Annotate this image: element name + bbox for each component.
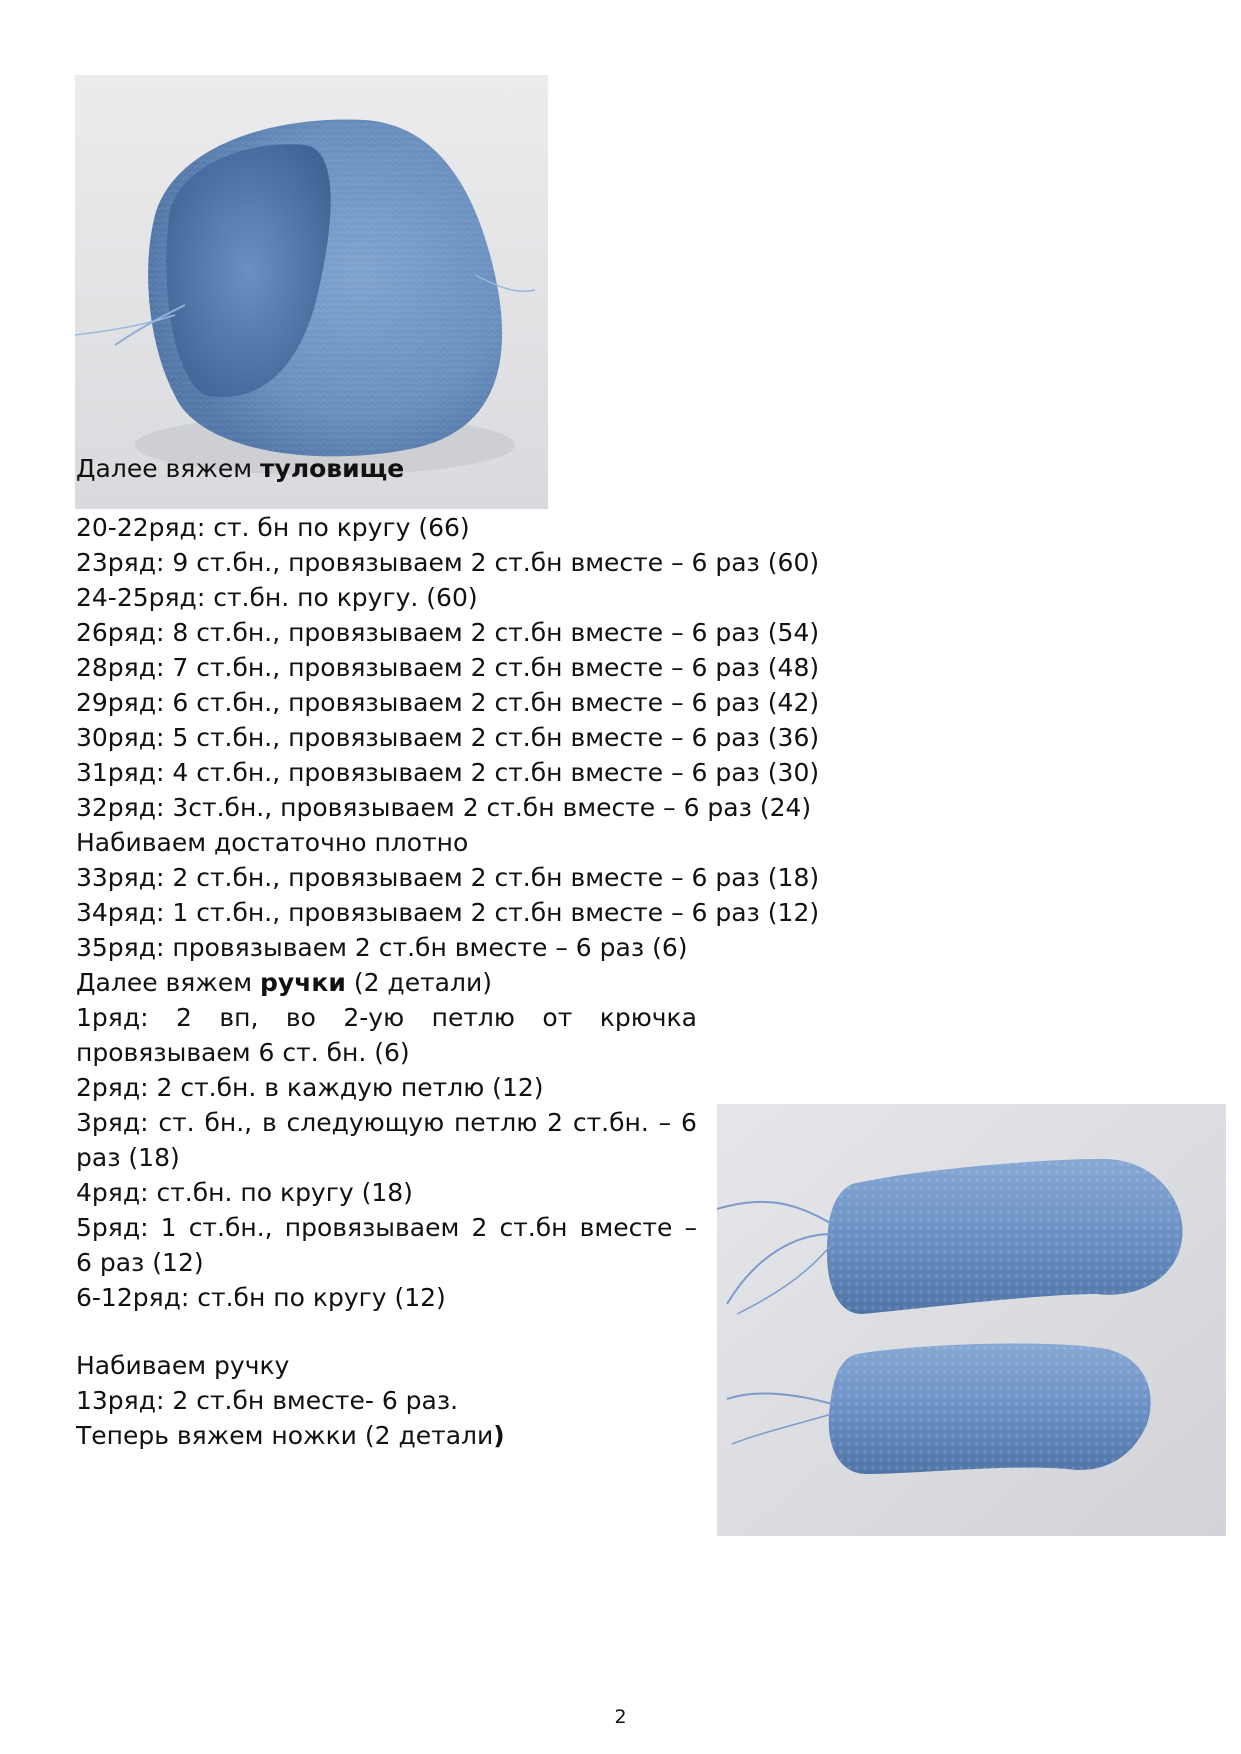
photo-crochet-head <box>75 75 548 509</box>
arm-row-2: 2ряд: 2 ст.бн. в каждую петлю (12) <box>76 1073 544 1102</box>
body-row: 20-22ряд: ст. бн по кругу (66) <box>76 513 470 542</box>
arm-row-6: 6-12ряд: ст.бн по кругу (12) <box>76 1283 446 1312</box>
body-row: 30ряд: 5 ст.бн., провязываем 2 ст.бн вместе – 6 раз (36) <box>76 723 820 752</box>
section-intro-legs: Теперь вяжем ножки (2 детали) <box>76 1421 505 1450</box>
body-row: 29ряд: 6 ст.бн., провязываем 2 ст.бн вместе – 6 раз (42) <box>76 688 820 717</box>
arm-row-3: 3ряд: ст. бн., в следующую петлю 2 ст.бн. – 6 <box>76 1108 697 1137</box>
section-intro-body: Далее вяжем туловище <box>76 454 405 483</box>
page-number: 2 <box>614 1706 627 1728</box>
arm-row-5: 5ряд: 1 ст.бн., провязываем 2 ст.бн вместе – <box>76 1213 697 1242</box>
body-row: 28ряд: 7 ст.бн., провязываем 2 ст.бн вместе – 6 раз (48) <box>76 653 820 682</box>
body-row: 35ряд: провязываем 2 ст.бн вместе – 6 раз (6) <box>76 933 688 962</box>
arm-row-3-cont: раз (18) <box>76 1143 180 1172</box>
arm-row-5-cont: 6 раз (12) <box>76 1248 204 1277</box>
body-row: 33ряд: 2 ст.бн., провязываем 2 ст.бн вместе – 6 раз (18) <box>76 863 820 892</box>
body-row: 32ряд: 3ст.бн., провязываем 2 ст.бн вместе – 6 раз (24) <box>76 793 812 822</box>
arm-row-1-cont: провязываем 6 ст. бн. (6) <box>76 1038 410 1067</box>
body-row: 34ряд: 1 ст.бн., провязываем 2 ст.бн вместе – 6 раз (12) <box>76 898 820 927</box>
body-note: Набиваем достаточно плотно <box>76 828 469 857</box>
arm-row-4: 4ряд: ст.бн. по кругу (18) <box>76 1178 413 1207</box>
body-row: 23ряд: 9 ст.бн., провязываем 2 ст.бн вместе – 6 раз (60) <box>76 548 820 577</box>
section-intro-arms: Далее вяжем ручки (2 детали) <box>76 968 492 997</box>
body-row: 26ряд: 8 ст.бн., провязываем 2 ст.бн вместе – 6 раз (54) <box>76 618 820 647</box>
body-row: 24-25ряд: ст.бн. по кругу. (60) <box>76 583 478 612</box>
arm-row-1: 1ряд: 2 вп, во 2-ую петлю от крючка <box>76 1003 697 1032</box>
body-row: 31ряд: 4 ст.бн., провязываем 2 ст.бн вместе – 6 раз (30) <box>76 758 820 787</box>
arm-row-13: 13ряд: 2 ст.бн вместе- 6 раз. <box>76 1386 459 1415</box>
stuff-arm-note: Набиваем ручку <box>76 1351 290 1380</box>
photo-crochet-arms <box>717 1104 1226 1536</box>
